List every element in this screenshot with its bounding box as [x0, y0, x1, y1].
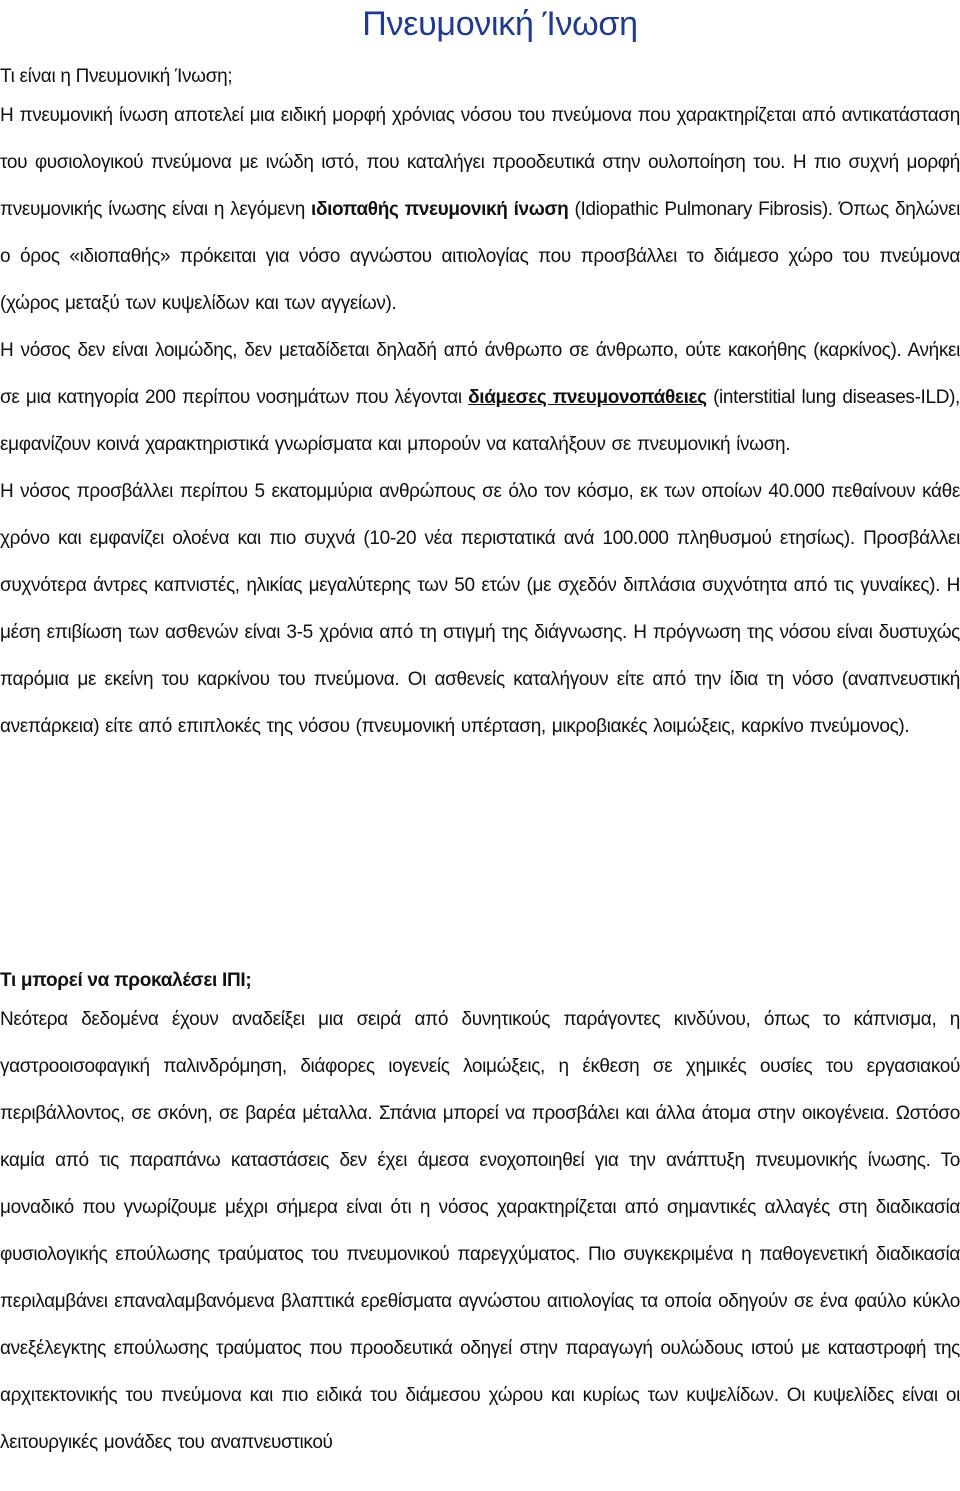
paragraph-text: (interstitial lung diseases-ILD), εμφανίζουν κοινά χαρακτηριστικά γνωρίσματα και μπορούν να καταλήξουν σε πνευμονική ίνωση. — [0, 387, 960, 455]
section-heading-text: Τι μπορεί να προκαλέσει ΙΠΙ; — [0, 970, 252, 991]
section-what-is — [0, 66, 960, 750]
section-causes — [0, 970, 960, 1466]
bold-term: ιδιοπαθής πνευμονική ίνωση — [311, 199, 569, 220]
paragraph: Η νόσος προσβάλλει περίπου 5 εκατομμύρια ανθρώπους σε όλο τον κόσμο, εκ των οποίων 40.000 πεθαίνουν κάθε χρόνο και εμφανίζει ολοένα και πιο συχνά (10-20 νέα περιστατικά ανά 100.000 πληθυσμού ετησίως). Προσβάλλει συχνότερα άντρες καπνιστές, ηλικίας μεγαλύτερης των 50 ετών (με σχεδόν διπλάσια συχνότητα από τις γυναίκες). Η μέση επιβίωση των ασθενών είναι 3-5 χρόνια από τη στιγμή της διάγνωσης. Η πρόγνωση της νόσου είναι δυστυχώς παρόμια με εκείνη του καρκίνου του πνεύμονα. Οι ασθενείς καταλήγουν είτε από την ίδια τη νόσο (αναπνευστική ανεπάρκεια) είτε από επιπλοκές της νόσου (πνευμονική υπέρταση, μικροβιακές λοιμώξεις, καρκίνο πνεύμονος). — [0, 481, 960, 737]
paragraph — [0, 92, 960, 327]
section-heading — [0, 970, 960, 992]
paragraph — [0, 327, 960, 468]
underlined-term-text: διάμεσες πνευμονοπάθειες — [468, 387, 707, 408]
paragraph-text: (Idiopathic Pulmonary Fibrosis). Όπως δηλώνει ο όρος «ιδιοπαθής» πρόκειται για νόσο αγνώστου αιτιολογίας που προσβάλλει το διάμεσο χώρο του πνεύμονα (χώρος μεταξύ των κυψελίδων και των αγγείων). — [0, 199, 960, 314]
document-title: Πνευμονική Ίνωση — [362, 5, 638, 43]
section-heading: Τι είναι η Πνευμονική Ίνωση; — [0, 66, 233, 87]
paragraph-text: Η πνευμονική ίνωση αποτελεί μια ειδική μορφή χρόνιας νόσου του πνεύμονα που χαρακτηρίζεται από αντικατάσταση του φυσιολογικού πνεύμονα με ινώδη ιστό, που καταλήγει προοδευτικά στην ουλοποίηση του. Η πιο συχνή μορφή πνευμονικής ίνωσης είναι η λεγόμενη — [0, 105, 960, 220]
paragraph-text: Η νόσος δεν είναι λοιμώδης, δεν μεταδίδεται δηλαδή από άνθρωπο σε άνθρωπο, ούτε κακοήθης (καρκίνος). Ανήκει σε μια κατηγορία 200 περίπου νοσημάτων που λέγονται — [0, 340, 960, 408]
paragraph: Νεότερα δεδομένα έχουν αναδείξει μια σειρά από δυνητικούς παράγοντες κινδύνου, όπως το κάπνισμα, η γαστροοισοφαγική παλινδρόμηση, διάφορες ιογενείς λοιμώξεις, η έκθεση σε χημικές ουσίες του εργασιακού περιβάλλοντος, σε σκόνη, σε βαρέα μέταλλα. Σπάνια μπορεί να προσβάλει και άλλα άτομα στην οικογένεια. Ωστόσο καμία από τις παραπάνω καταστάσεις δεν έχει άμεσα ενοχοποιηθεί για την ανάπτυξη πνευμονικής ίνωσης. Το μοναδικό που γνωρίζουμε μέχρι σήμερα είναι ότι η νόσος χαρακτηρίζεται από σημαντικές αλλαγές στη διαδικασία φυσιολογικής επούλωσης τραύματος του πνευμονικού παρεγχύματος. Πιο συγκεκριμένα η παθογενετική διαδικασία περιλαμβάνει επαναλαμβανόμενα βλαπτικά ερεθίσματα αγνώστου αιτιολογίας τα οποία οδηγούν σε ένα φαύλο κύκλο ανεξέλεγκτης επούλωσης τραύματος που προοδευτικά οδηγεί στην παραγωγή ουλώδους ιστού με καταστροφή της αρχιτεκτονικής του πνεύμονα και πιο ειδικά του διάμεσου χώρου και κυρίως των κυψελίδων. Οι κυψελίδες είναι οι λειτουργικές μονάδες του αναπνευστικού — [0, 1009, 960, 1453]
bold-underlined-term — [468, 387, 707, 408]
